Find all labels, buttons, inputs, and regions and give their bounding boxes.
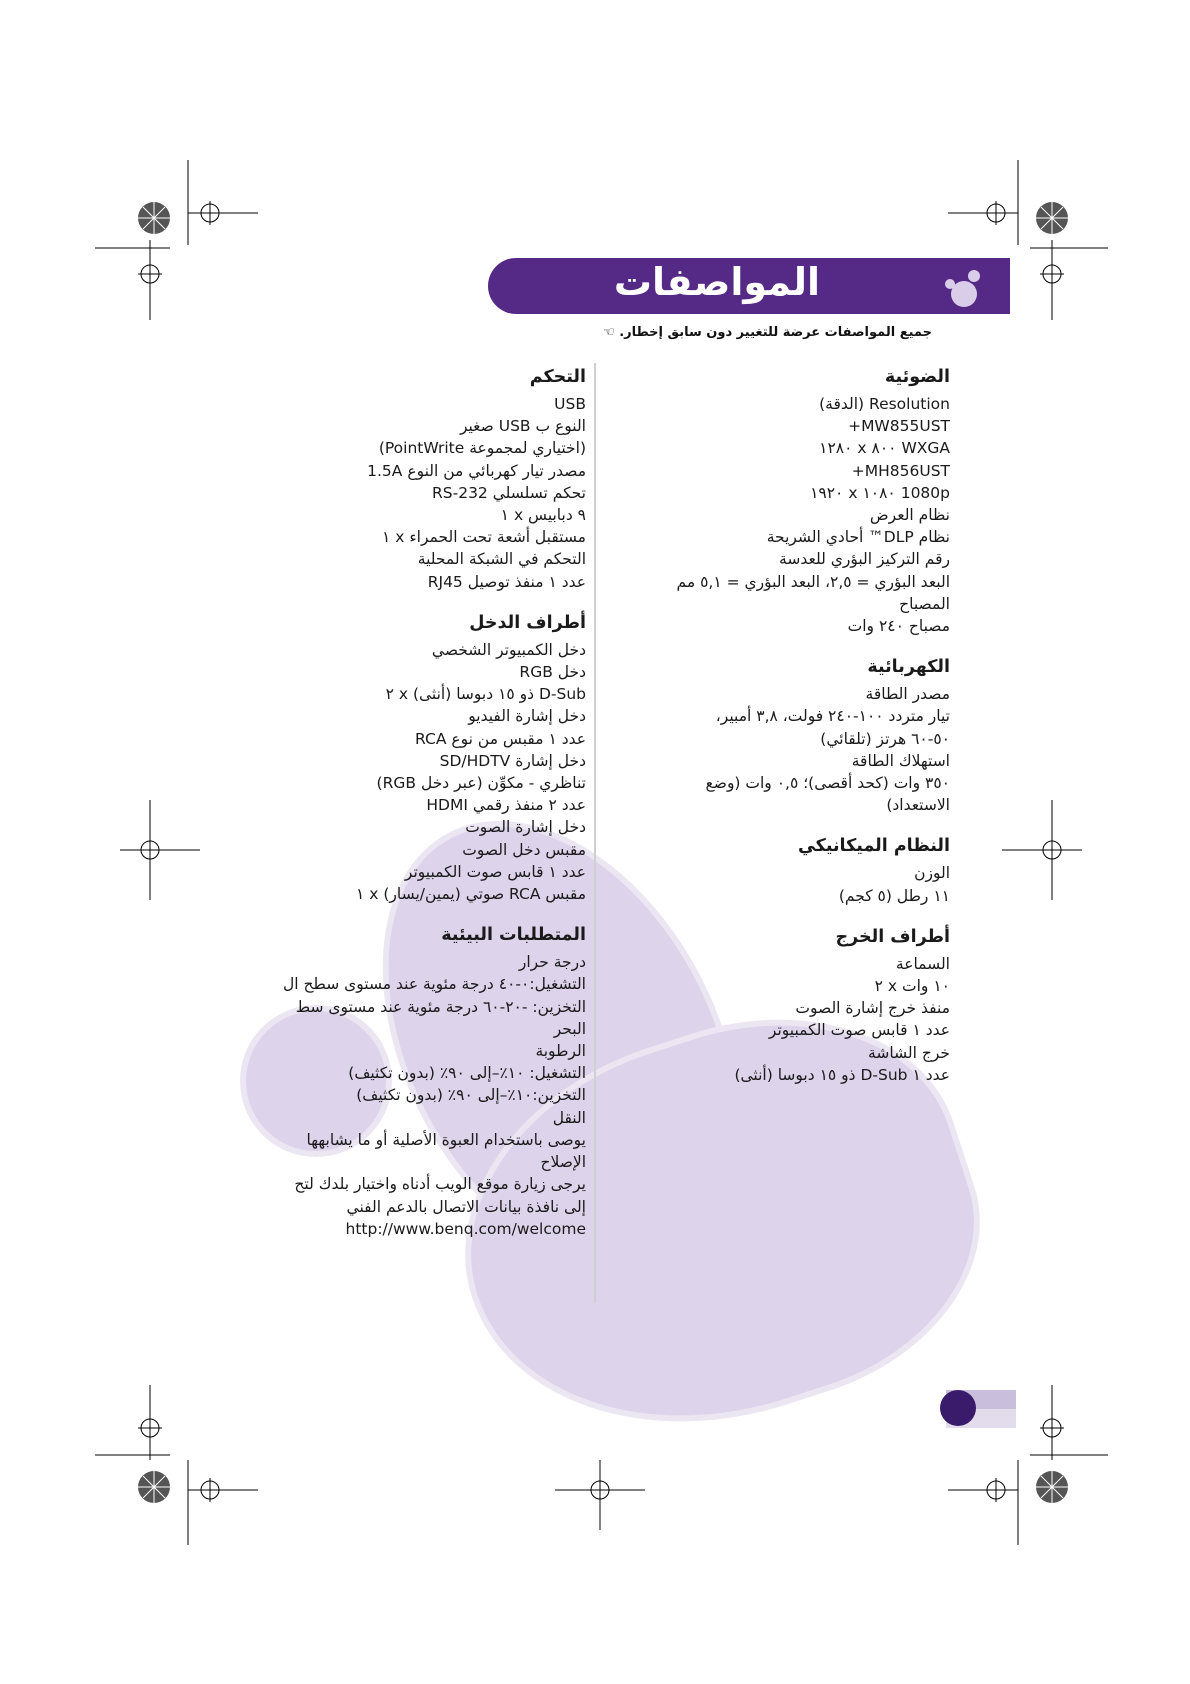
column-divider [594,363,596,1303]
title-banner [488,258,1010,314]
section-heading: النظام الميكانيكي [797,836,950,857]
note-text: جميع المواصفات عرضة للتغيير دون سابق إخطار. [619,325,932,340]
spec-line: عدد ٢ منفذ رقمي HDMI [426,796,586,815]
spec-line: دخل إشارة الصوت [465,818,586,837]
spec-line: التشغيل: ١٠٪–إلى ٩٠٪ (بدون تكثيف) [348,1064,586,1083]
left-column-specs [126,365,586,1240]
spec-line: النوع ب USB صغير [459,417,586,436]
section-heading: أطراف الخرج [835,926,950,947]
spec-line: مصدر الطاقة [865,685,950,704]
spec-line: عدد ١ منفذ توصيل RJ45 [427,572,586,591]
spec-line: الوزن [914,864,950,883]
spec-line: تحكم تسلسلي RS-232 [432,483,586,502]
spec-line: نظام العرض [869,506,950,525]
spec-line: تيار متردد ١٠٠-٢٤٠ فولت، ٣,٨ أمبير، [715,707,950,726]
spec-line: الإصلاح [540,1153,586,1172]
spec-line: WXGA ٨٠٠ x ١٢٨٠ [819,439,950,458]
spec-line: عدد ١ D-Sub ذو ١٥ دبوسا (أنثى) [734,1065,950,1084]
right-column-specs [620,365,950,1086]
spec-line: رقم التركيز البؤري للعدسة [779,550,950,569]
spec-line: الاستعداد) [886,796,950,815]
page-number-dot [940,1390,976,1426]
spec-line: D-Sub ذو ١٥ دبوسا (أنثى) x ٢ [385,685,586,704]
section-spacer [126,905,586,923]
section-spacer [126,593,586,611]
spec-line: يرجى زيارة موقع الويب أدناه واختيار بلدك لتح [294,1175,586,1194]
spec-line: السماعة [895,954,950,973]
spec-line: إلى نافذة بيانات الاتصال بالدعم الفني [346,1197,586,1216]
spec-line: البعد البؤري = ٢,٥، البعد البؤري = ٥,١ مم [676,572,950,591]
spec-line: نظام DLP™ أحادي الشريحة [766,528,950,547]
pointing-hand-icon: ☜ [603,325,615,340]
spec-line: التخزين:١٠٪–إلى ٩٠٪ (بدون تكثيف) [356,1086,586,1105]
spec-line: دخل إشارة الفيديو [468,707,586,726]
spec-line: النقل [552,1108,586,1127]
section-heading: أطراف الدخل [469,612,586,633]
spec-line: منفذ خرج إشارة الصوت [795,999,950,1018]
spec-line: عدد ١ مقبس من نوع RCA [415,729,586,748]
spec-line: دخل الكمبيوتر الشخصي [431,640,586,659]
spec-line: درجة حرار [518,953,586,972]
spec-line: التشغيل:٠-٤٠ درجة مئوية عند مستوى سطح ال [283,975,586,994]
section-spacer [620,907,950,925]
section-heading: التحكم [529,367,586,387]
decorative-bubbles-icon [930,262,990,312]
spec-line: مقبس RCA صوتي (يمين/يسار) x ١ [355,885,586,904]
spec-line: دخل RGB [519,663,586,682]
section-spacer [620,637,950,655]
section-heading: الضوئية [884,367,950,387]
spec-line: MH856UST+ [851,461,950,480]
section-heading: المتطلبات البيئية [441,925,586,946]
section-spacer [620,816,950,834]
spec-line: المصباح [899,594,950,613]
spec-line: مصباح ٢٤٠ وات [847,617,950,636]
spec-line: الرطوبة [535,1042,586,1061]
spec-line: البحر [553,1019,586,1038]
spec-line: عدد ١ قابس صوت الكمبيوتر [404,862,586,881]
spec-line: ١١ رطل (٥ كجم) [838,886,950,905]
spec-line: مصدر تيار كهربائي من النوع 1.5A [367,461,586,480]
spec-line: ٥٠-٦٠ هرتز (تلقائي) [820,729,950,748]
spec-line: (اختياري لمجموعة PointWrite) [378,439,586,458]
spec-line: http://www.benq.com/welcome [345,1219,586,1238]
spec-line: 1080p ١٠٨٠ x ١٩٢٠ [810,483,950,502]
spec-line: مقبس دخل الصوت [462,840,586,859]
spec-line: التحكم في الشبكة المحلية [417,550,586,569]
spec-line: ٩ دبابيس x ١ [500,506,586,525]
spec-line: عدد ١ قابس صوت الكمبيوتر [768,1021,950,1040]
spec-line: مستقبل أشعة تحت الحمراء x ١ [382,528,586,547]
section-heading: الكهربائية [867,657,950,678]
spec-line: ١٠ وات x ٢ [874,977,950,996]
spec-line: USB [554,395,586,413]
specs-note [603,325,932,340]
spec-line: التخزين: -٢٠-٦٠ درجة مئوية عند مستوى سط [295,997,586,1016]
spec-line: ٣٥٠ وات (كحد أقصى)؛ ٠,٥ وات (وضع [705,774,950,793]
spec-line: تناظري - مكوِّن (عبر دخل RGB) [376,774,586,793]
spec-line: يوصى باستخدام العبوة الأصلية أو ما يشابهها [306,1130,586,1149]
spec-line: دخل إشارة SD/HDTV [439,751,586,770]
spec-line: MW855UST+ [848,417,950,436]
spec-line: خرج الشاشة [868,1043,950,1062]
page-title: المواصفات [613,260,820,304]
spec-line: Resolution (الدقة) [819,395,950,413]
spec-line: استهلاك الطاقة [851,751,950,770]
